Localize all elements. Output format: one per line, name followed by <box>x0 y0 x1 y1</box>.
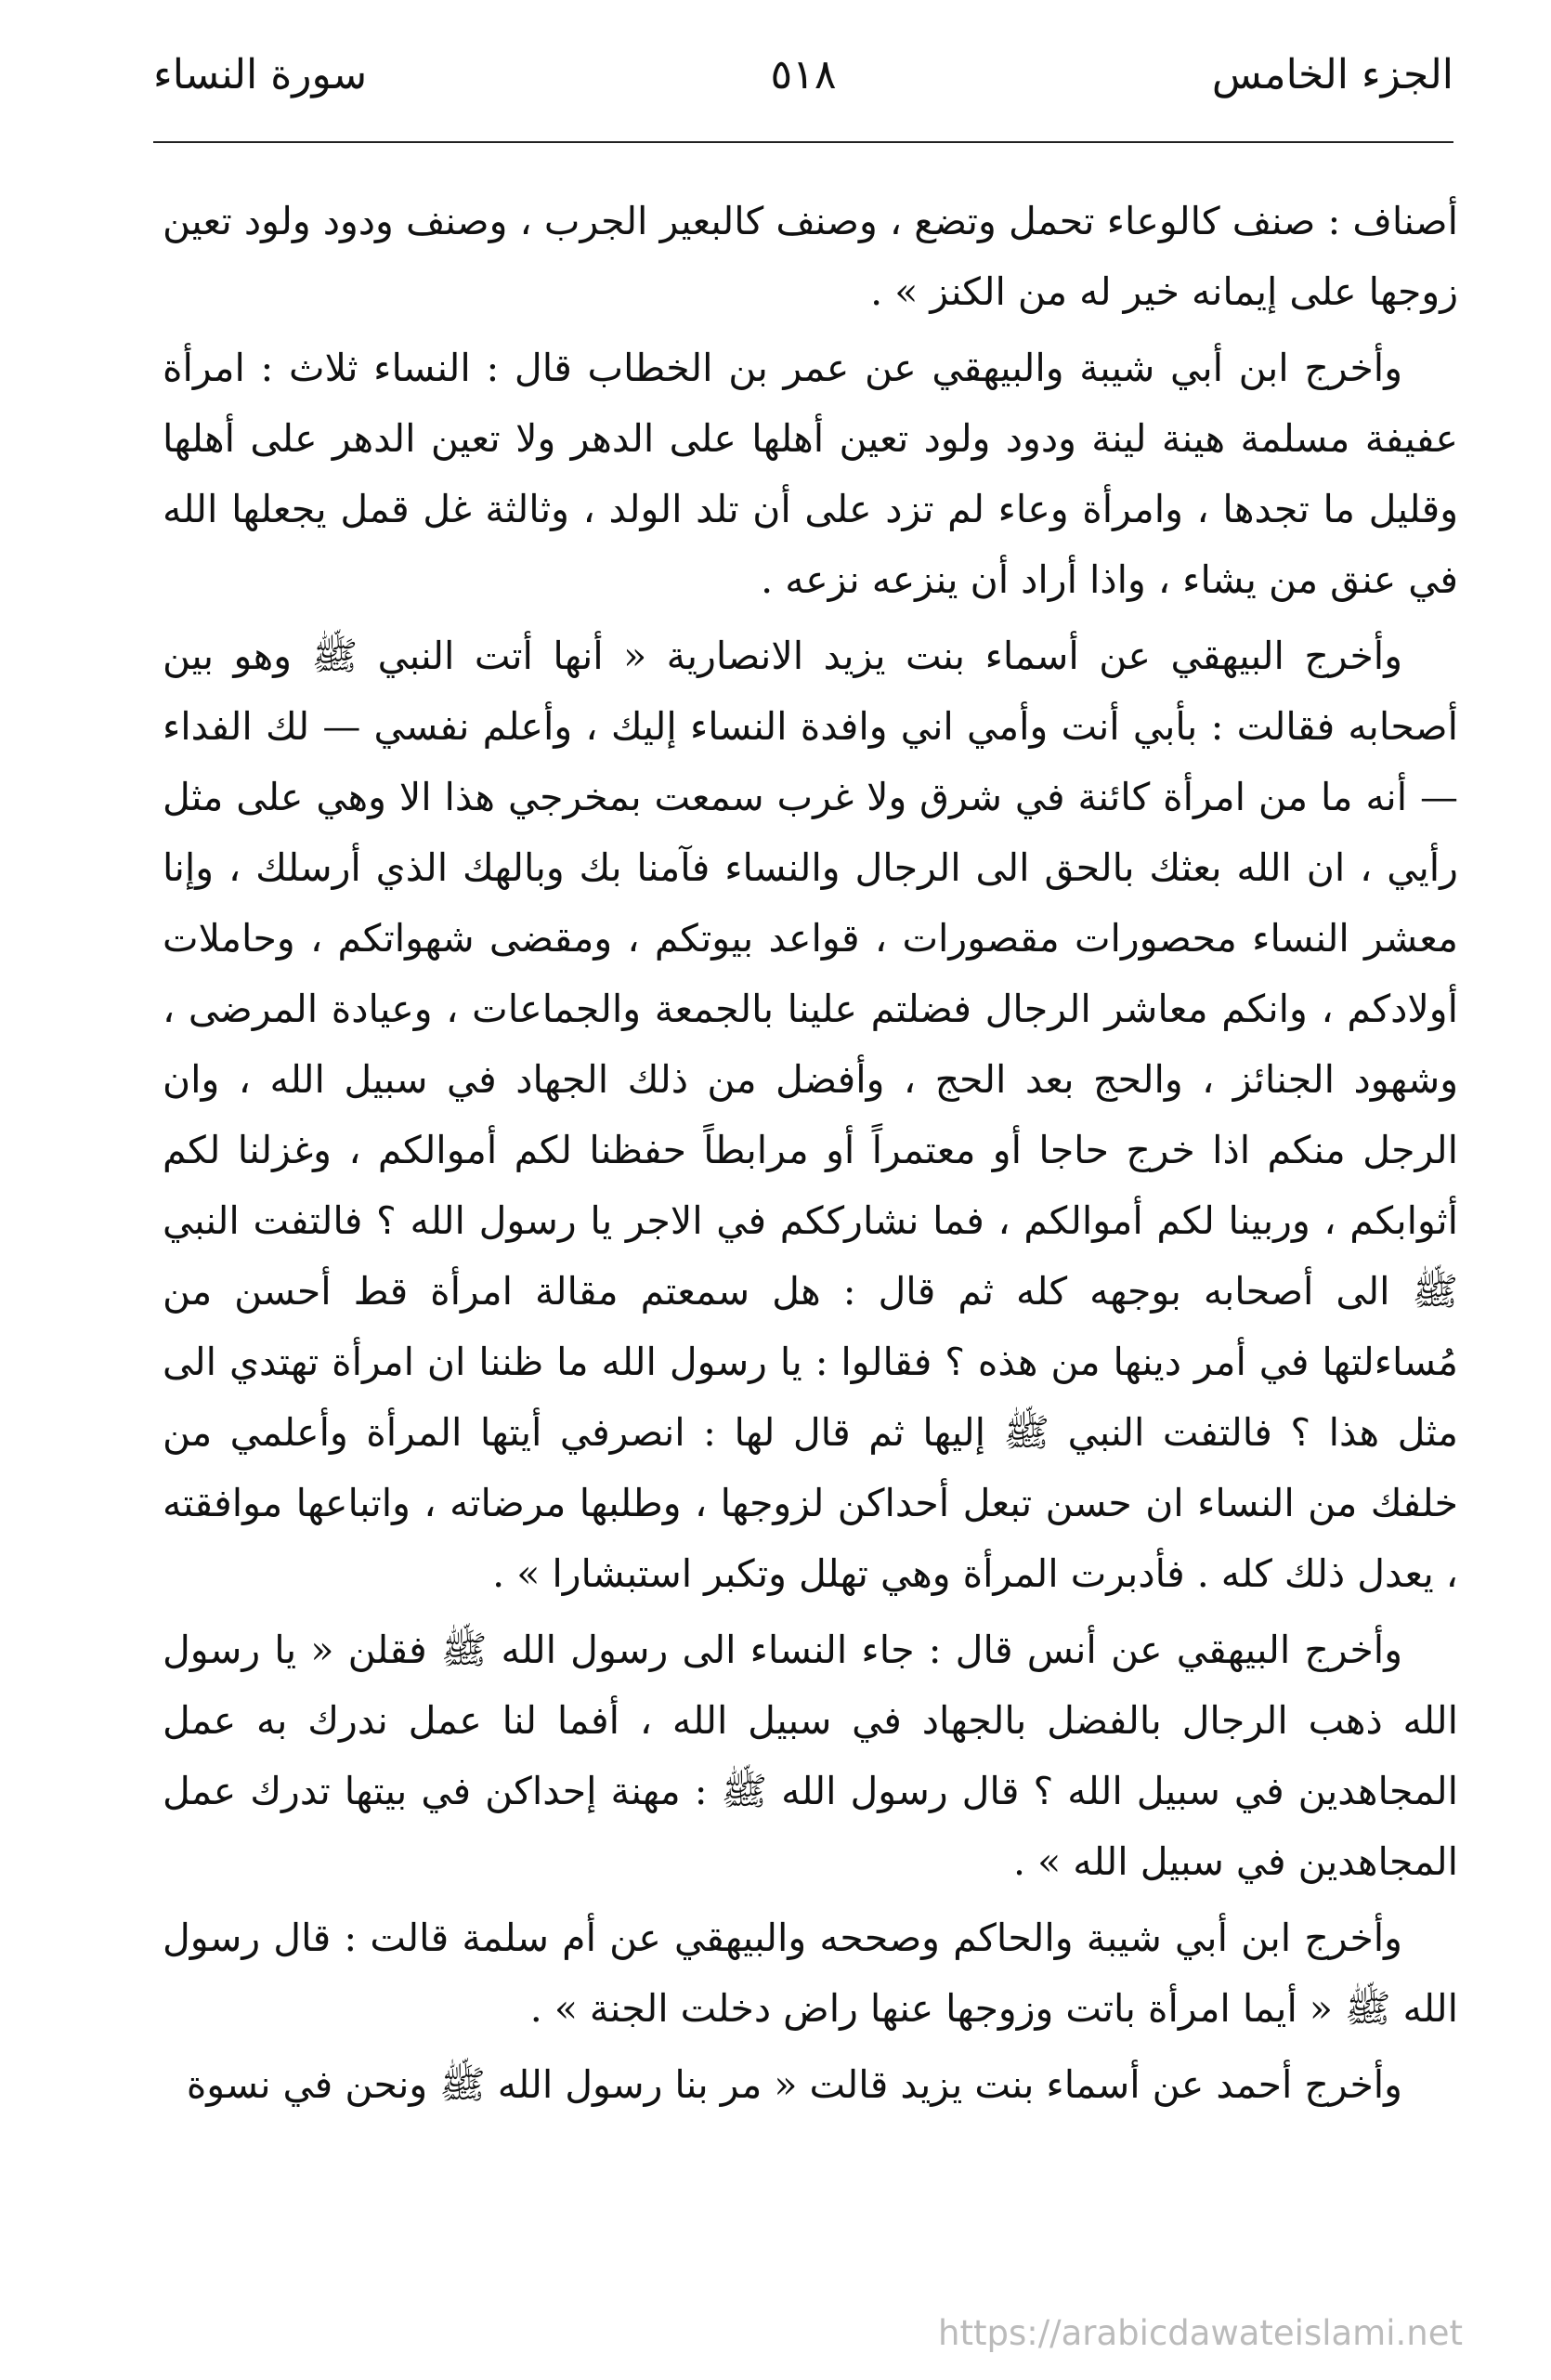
paragraph: وأخرج ابن أبي شيبة والحاكم وصححه والبيهقي عن أم سلمة قالت : قال رسول الله ﷺ « أيما امرأة باتت وزوجها عنها راض دخلت الجنة » . <box>163 1916 1458 2031</box>
paragraph: أصناف : صنف كالوعاء تحمل وتضع ، وصنف كالبعير الجرب ، وصنف ودود ولود تعين زوجها على إيمانه خير له من الكنز » . <box>163 199 1458 314</box>
watermark-url: https://arabicdawateislami.net <box>938 2313 1463 2353</box>
header-divider <box>153 141 1453 143</box>
page-body <box>163 186 1458 2125</box>
paragraph: وأخرج البيهقي عن أنس قال : جاء النساء الى رسول الله ﷺ فقلن « يا رسول الله ذهب الرجال بالفضل بالجهاد في سبيل الله ، أفما لنا عمل ندرك به عمل المجاهدين في سبيل الله ؟ قال رسول الله ﷺ : مهنة إحداكن في بيتها تدرك عمل المجاهدين في سبيل الله » . <box>163 1628 1458 1884</box>
juz-title: الجزء الخامس <box>1211 51 1453 98</box>
paragraph: وأخرج ابن أبي شيبة والبيهقي عن عمر بن الخطاب قال : النساء ثلاث : امرأة عفيفة مسلمة هينة لينة ودود ولود تعين أهلها على الدهر ولا تعين الدهر على أهلها وقليل ما تجدها ، وامرأة وعاء لم تزد على أن تلد الولد ، وثالثة غل قمل يجعلها الله في عنق من يشاء ، واذا أراد أن ينزعه نزعه . <box>163 346 1458 602</box>
page-header <box>153 51 1453 116</box>
paragraph: وأخرج أحمد عن أسماء بنت يزيد قالت « مر بنا رسول الله ﷺ ونحن في نسوة <box>186 2062 1402 2107</box>
paragraph: وأخرج البيهقي عن أسماء بنت يزيد الانصارية « أنها أتت النبي ﷺ وهو بين أصحابه فقالت : بأبي أنت وأمي اني وافدة النساء إليك ، وأعلم نفسي — لك الفداء — أنه ما من امرأة كائنة في شرق ولا غرب سمعت بمخرجي هذا الا وهي على مثل رأيي ، ان الله بعثك بالحق الى الرجال والنساء فآمنا بك وبالهك الذي أرسلك ، وإنا معشر النساء محصورات مقصورات ، قواعد بيوتكم ، ومقضى شهواتكم ، وحاملات أولادكم ، وانكم معاشر الرجال فضلتم علينا بالجمعة والجماعات ، وعيادة المرضى ، وشهود الجنائز ، والحج بعد الحج ، وأفضل من ذلك الجهاد في سبيل الله ، وان الرجل منكم اذا خرج حاجا أو معتمراً أو مرابطاً حفظنا لكم أموالكم ، وغزلنا لكم أثوابكم ، وربينا لكم أموالكم ، فما نشارككم في الاجر يا رسول الله ؟ فالتفت النبي ﷺ الى أصحابه بوجهه كله ثم قال : هل سمعتم مقالة امرأة قط أحسن من مُساءلتها في أمر دينها من هذه ؟ فقالوا : يا رسول الله ما ظننا ان امرأة تهتدي الى مثل هذا ؟ فالتفت النبي ﷺ إليها ثم قال لها : انصرفي أيتها المرأة وأعلمي من خلفك من النساء ان حسن تبعل أحداكن لزوجها ، وطلبها مرضاته ، واتباعها موافقته ، يعدل ذلك كله . فأدبرت المرأة وهي تهلل وتكبر استبشارا » . <box>163 634 1458 1596</box>
page-number: ٥١٨ <box>770 51 837 98</box>
surah-title: سورة النساء <box>153 51 368 98</box>
